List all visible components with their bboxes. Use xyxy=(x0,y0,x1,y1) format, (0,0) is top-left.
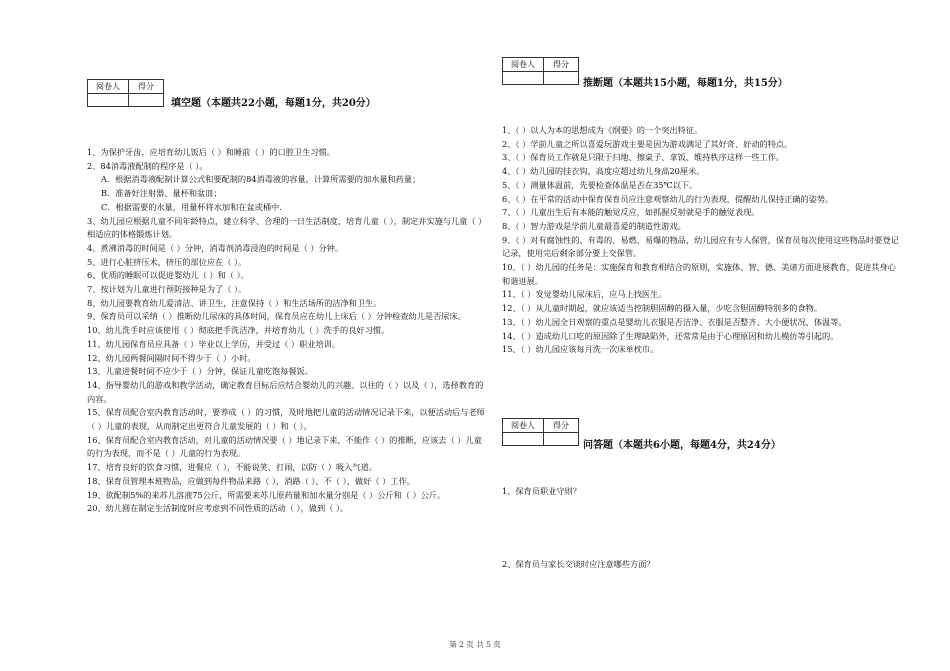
question-item: 7、（ ）儿童出生后有本能的触觉反应，如抓握反射就是手的触觉表现。 xyxy=(502,207,760,218)
judge-question-list xyxy=(502,124,902,357)
question-item: 5、（ ）测量体温前，先要检查体温是否在35℃以下。 xyxy=(502,179,698,190)
question-item: 14、指导婴幼儿的游戏和教学活动，确定教育目标后应结合婴幼儿的兴趣、以往的（ ）以及（ ），选择教育的内容。 xyxy=(87,379,484,404)
question-item: 3、（ ）保育员工作就是只限于扫地、擦桌子、拿饭、维持秩序这样一些工作。 xyxy=(502,152,785,163)
question-item: 10、（ ）幼儿园的任务是：实施保育和教育相结合的原则，实施体、智、德、美诸方面进展教育，促进其身心和谐进展。 xyxy=(502,262,896,286)
question-item: 9、保育员可以采纳（ ）推断幼儿尿床的具体时间，保育员应在幼儿上床后（ ）分钟检查幼儿是否尿床。 xyxy=(87,311,466,322)
score-cell[interactable] xyxy=(544,72,579,85)
reviewer-label: 阅卷人 xyxy=(88,80,129,94)
score-table-fill xyxy=(87,79,164,107)
essay-question-list xyxy=(502,558,902,572)
reviewer-cell[interactable] xyxy=(88,94,129,107)
question-item: 16、保育员配合室内教育活动，对儿童的活动情况要（ ）地记录下来，不能作（ ）的推断，应该去（ ）儿童的行为表现，而不是（ ）儿童的行为表现。 xyxy=(87,434,482,459)
judge-section-title: 推断题（本题共15小题，每题1分，共15分） xyxy=(583,78,788,89)
score-label: 得分 xyxy=(544,58,579,72)
question-item: 9、（ ）对有腐蚀性的、有毒的、易燃、易爆的物品，幼儿园应有专人保管，保育员每次使用这些物品时要登记记录，使用完后剩余部分要上交保管。 xyxy=(502,234,899,259)
question-item: 11、（ ）发觉婴幼儿尿床后，应马上找医生。 xyxy=(502,289,667,300)
question-item: 3、幼儿园应根据儿童不同年龄特点，建立科学、合理的一日生活制度，培育儿童（ ），制定并实施与儿童（ ）相适应的体格锻炼计划。 xyxy=(87,215,487,240)
question-item: 4、（ ）幼儿园的挂衣钩，高度应超过幼儿身高20厘米。 xyxy=(502,166,705,177)
reviewer-cell[interactable] xyxy=(503,433,544,446)
question-item: 12、（ ）从儿童时期起，就应该适当控制胆固醇的摄入量，少吃含胆固醇特别多的食物。 xyxy=(502,303,823,314)
question-item: 8、幼儿园要教育幼儿爱清洁、讲卫生，注意保持（ ）和生活场所的洁净和卫生。 xyxy=(87,297,382,308)
question-item: 18、保育员管理本班物品，应做到每件物品来路（ ），消路（ ），不（ ），做好（ ）工作。 xyxy=(87,475,415,486)
option-item: C．根据需要的水量，用量杯将水加和在盆或桶中. xyxy=(101,201,282,212)
question-item: 1、保育员职业守则？ xyxy=(502,486,581,496)
question-item: 6、（ ）在平常的活动中保育保育员应注意观察幼儿的行为表现，提醒幼儿保持正确的姿势。 xyxy=(502,193,834,204)
question-item: 1、为保护牙齿，应培育幼儿饭后（ ）和睡前（ ）的口腔卫生习惯。 xyxy=(87,147,335,157)
question-item: 2、84消毒液配制的程序是（ ）。 xyxy=(87,160,208,171)
question-item: 19、欲配制5%的来苏儿溶液75公斤，所需要来苏儿原药量和加水量分别是（ ）公斤和（ ）公斤。 xyxy=(87,489,446,500)
question-item: 7、按计划为儿童进行预防接种是为了（ ）。 xyxy=(87,284,247,295)
question-item: 17、培育良好的饮食习惯，进餐应（ ），不能说笑、打闹，以防（ ）吸入气道。 xyxy=(87,462,377,473)
score-label: 得分 xyxy=(544,419,579,433)
question-item: 6、优质的睡眠可以促进婴幼儿（ ）和（ ）。 xyxy=(87,270,249,281)
question-item: 12、幼儿园两餐间隔时间不得少于（ ）小时。 xyxy=(87,352,256,363)
question-item: 2、（ ）学前儿童之所以喜爱玩游戏主要是因为游戏满足了其好奇、好动的特点。 xyxy=(502,138,793,149)
question-item: 14、（ ）造成幼儿口吃的原因除了生理缺陷外，还常常是由于心理原因和幼儿模仿等引起的。 xyxy=(502,330,839,341)
question-item: 10、幼儿洗手时应该使用（ ）彻底把手洗洁净，并培育幼儿（ ）洗手的良好习惯。 xyxy=(87,325,390,336)
reviewer-label: 阅卷人 xyxy=(503,58,544,72)
fill-section-title: 填空题（本题共22小题，每题1分，共20分） xyxy=(171,98,376,109)
score-cell[interactable] xyxy=(544,433,579,446)
question-item: 1、（ ）以人为本的思想成为《纲要》的一个突出特征。 xyxy=(502,125,703,135)
question-item: 15、保育员配合室内教育活动时，要养成（ ）的习惯，及时地把儿童的活动情况记录下来，以便活动后与老师（ ）儿童的表现，从而制定出更符合儿童发展的（ ）和（ ）。 xyxy=(87,407,485,432)
score-table-essay xyxy=(502,418,579,446)
score-table-judge xyxy=(502,57,579,85)
option-item: A．根据消毒液配制计算公式和要配制的84消毒液的容量，计算所需要的加水量和药量； xyxy=(101,174,421,185)
reviewer-cell[interactable] xyxy=(503,72,544,85)
fill-question-list xyxy=(87,146,487,516)
reviewer-label: 阅卷人 xyxy=(503,419,544,433)
question-item: 15、（ ）幼儿园应该每月洗一次床单枕巾。 xyxy=(502,344,659,355)
essay-section-title: 问答题（本题共6小题，每题4分，共24分） xyxy=(583,440,781,451)
option-item: B．准备好注射器、量杯和盆皿； xyxy=(101,188,222,199)
score-label: 得分 xyxy=(129,80,164,94)
question-item: 2、保育员与家长交谈时应注意哪些方面？ xyxy=(502,559,655,569)
question-item: 13、（ ）幼儿园全日观察的重点是婴幼儿衣服是否洁净、衣服是否整齐、大小便状况、体温等。 xyxy=(502,316,847,327)
question-item: 20、幼儿圆在制定生活制度时应考虑到不同性质的活动（ ），做到（ ）。 xyxy=(87,503,349,514)
question-item: 5、进行心脏挤压术，挤压的部位应在（ ）。 xyxy=(87,256,247,267)
question-item: 8、（ ）智力游戏是学前儿童最喜爱的制造性游戏。 xyxy=(502,220,686,231)
question-item: 13、儿童进餐时间不应少于（ ）分钟，保证儿童吃饱每餐饭。 xyxy=(87,366,313,377)
essay-question-list xyxy=(502,485,902,499)
score-cell[interactable] xyxy=(129,94,164,107)
question-item: 11、幼儿园保育员应具备（ ）毕业以上学历，并受过（ ）职业培训。 xyxy=(87,338,341,349)
question-item: 4、煮沸消毒的时间是（ ）分钟，消毒剂消毒浸泡的时间是（ ）分钟。 xyxy=(87,242,344,253)
page-footer: 第 2 页 共 5 页 xyxy=(449,640,501,649)
